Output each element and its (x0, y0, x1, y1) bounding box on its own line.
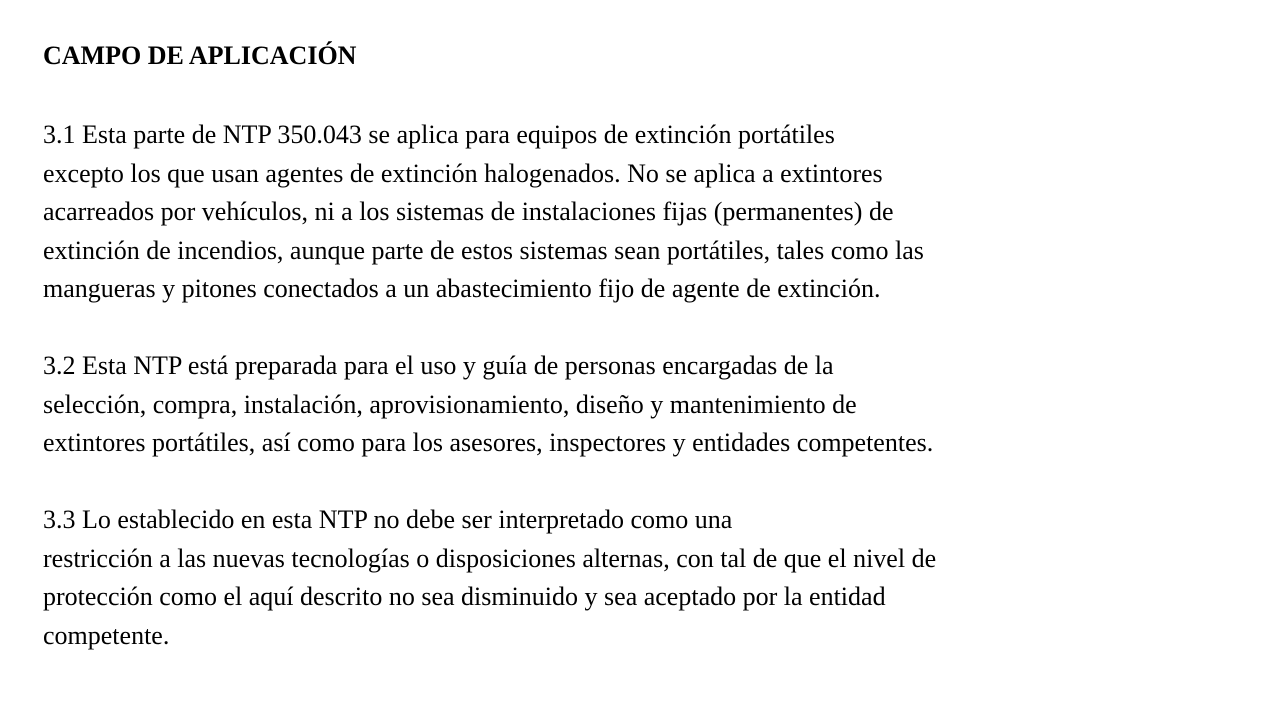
text-line: 3.2 Esta NTP está preparada para el uso y guía de personas encargadas de la (43, 351, 834, 380)
paragraph-3-3 (43, 501, 1243, 655)
text-line: 3.1 Esta parte de NTP 350.043 se aplica para equipos de extinción portátiles (43, 120, 835, 149)
text-line: protección como el aquí descrito no sea disminuido y sea aceptado por la entidad (43, 582, 886, 612)
paragraph-3-2 (43, 347, 1243, 463)
text-line: restricción a las nuevas tecnologías o disposiciones alternas, con tal de que el nivel de (43, 543, 937, 573)
text-line: mangueras y pitones conectados a un abastecimiento fijo de agente de extinción. (43, 274, 881, 304)
section-heading: CAMPO DE APLICACIÓN (43, 41, 357, 70)
text-line: competente. (43, 620, 170, 650)
text-line: selección, compra, instalación, aprovisionamiento, diseño y mantenimiento de (43, 389, 857, 419)
text-line: 3.3 Lo establecido en esta NTP no debe ser interpretado como una (43, 505, 733, 534)
text-line: extintores portátiles, así como para los asesores, inspectores y entidades competentes. (43, 428, 934, 458)
text-line: acarreados por vehículos, ni a los sistemas de instalaciones fijas (permanentes) de (43, 197, 894, 227)
paragraph-3-1 (43, 116, 1243, 309)
text-line: excepto los que usan agentes de extinción halogenados. No se aplica a extintores (43, 158, 883, 188)
text-line: extinción de incendios, aunque parte de estos sistemas sean portátiles, tales como las (43, 235, 924, 265)
